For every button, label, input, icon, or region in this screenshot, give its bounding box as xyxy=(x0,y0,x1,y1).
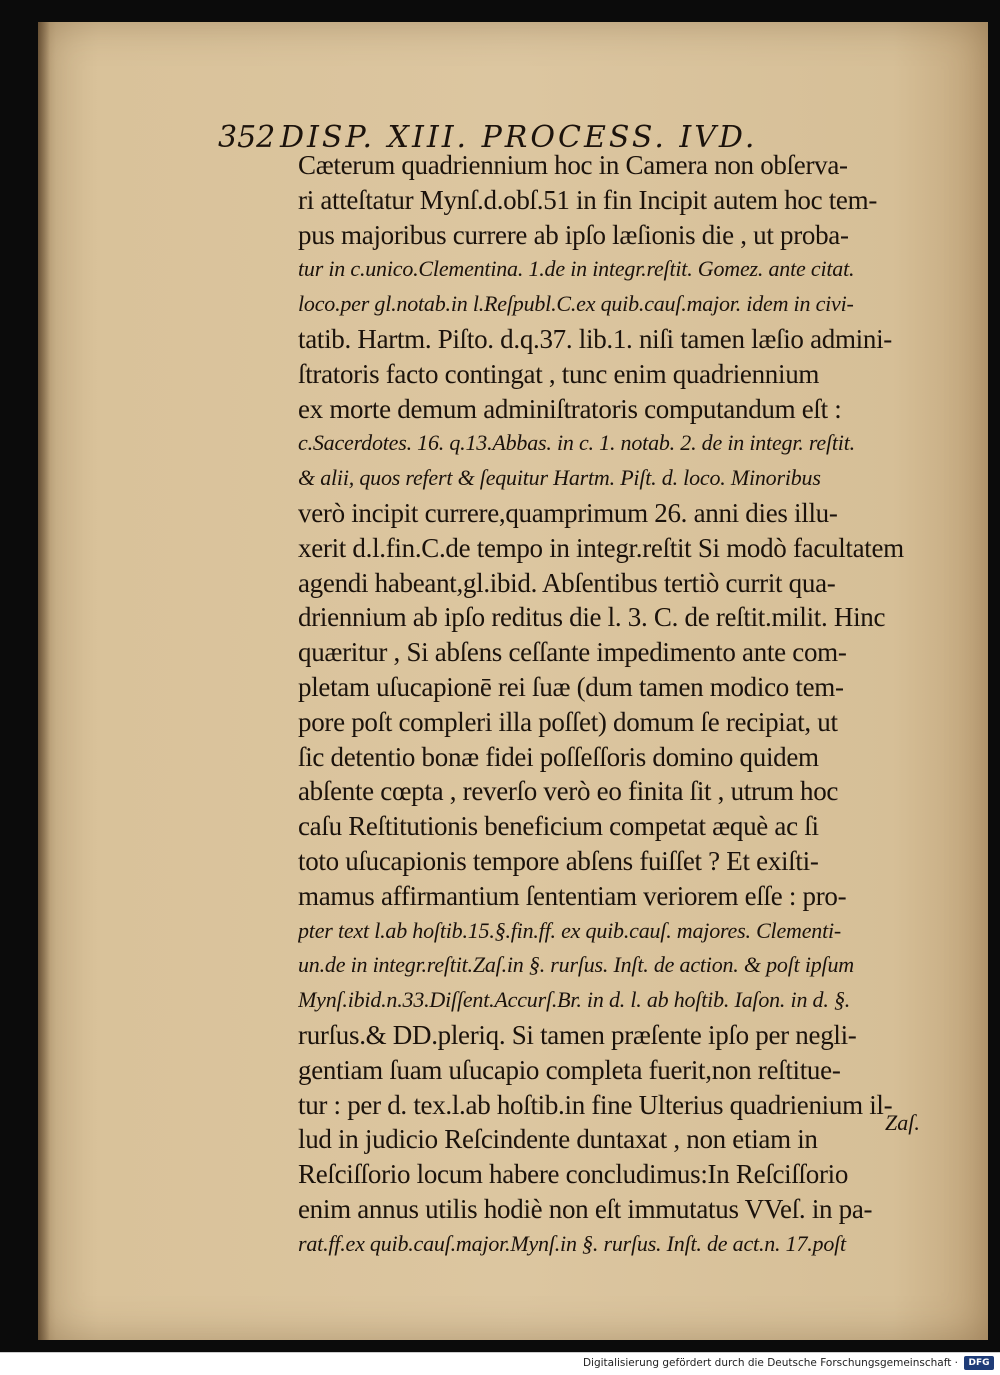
running-head-title: DISP. XIII. PROCESS. IVD. xyxy=(280,120,758,155)
text-line: pus majoribus currere ab ipſo læſionis die , ut proba- xyxy=(298,219,849,250)
text-line: loco.per gl.notab.in l.Reſpubl.C.ex quib.cauſ.major. idem in civi- xyxy=(298,291,854,317)
page-number: 352 xyxy=(218,120,276,155)
text-line: Cæterum quadriennium hoc in Camera non obſerva- xyxy=(298,150,848,180)
text-line: ſtratoris facto contingat , tunc enim quadriennium xyxy=(298,358,820,389)
text-line: mamus affirmantium ſententiam veriorem eſſe : pro- xyxy=(298,880,847,911)
text-line: verò incipit currere,quamprimum 26. anni dies illu- xyxy=(298,497,838,528)
text-line: tur in c.unico.Clementina. 1.de in integr.reſtit. Gomez. ante citat. xyxy=(298,256,855,282)
catchword: Zaſ. xyxy=(885,1110,920,1135)
text-line: rurſus.& DD.pleriq. Si tamen præſente ipſo per negli- xyxy=(298,1019,857,1050)
funding-notice: Digitalisierung gefördert durch die Deutsche Forschungsgemeinschaft · xyxy=(582,1357,958,1369)
text-line: caſu Reſtitutionis beneficium competat æquè ac ſi xyxy=(298,811,819,842)
text-line: enim annus utilis hodiè non eſt immutatus VVeſ. in pa- xyxy=(298,1193,873,1224)
text-line: abſente cœpta , reverſo verò eo finita ſit , utrum hoc xyxy=(298,776,839,807)
text-line: agendi habeant,gl.ibid. Abſentibus tertiò currit qua- xyxy=(298,567,836,598)
text-line: driennium ab ipſo reditus die l. 3. C. de reſtit.milit. Hinc xyxy=(298,602,886,633)
text-line: tur : per d. tex.l.ab hoſtib.in fine Ulterius quadrienium il- xyxy=(298,1089,893,1120)
text-line: rat.ff.ex quib.cauſ.major.Mynſ.in §. rurſus. Inſt. de act.n. 17.poſt xyxy=(298,1230,846,1256)
text-line: ri atteſtatur Mynſ.d.obſ.51 in fin Incipit autem hoc tem- xyxy=(298,184,878,215)
text-line: toto uſucapionis tempore abſens fuiſſet ? Et exiſti- xyxy=(298,845,819,876)
text-line: ſic detentio bonæ fidei poſſeſſoris domino quidem xyxy=(298,741,819,772)
text-line: Reſciſſorio locum habere concludimus:In Reſciſſorio xyxy=(298,1159,849,1190)
footer-bar xyxy=(0,1352,1000,1375)
text-line: & alii, quos refert & ſequitur Hartm. Piſt. d. loco. Minoribus xyxy=(298,465,821,491)
page-body-text xyxy=(298,148,938,1262)
text-line: pore poſt compleri illa poſſet) domum ſe recipiat, ut xyxy=(298,706,838,737)
text-line: lud in judicio Reſcindente duntaxat , non etiam in xyxy=(298,1124,818,1155)
text-line: un.de in integr.reſtit.Zaſ.in §. rurſus. Inſt. de action. & poſt ipſum xyxy=(298,952,854,978)
text-line: ex morte demum adminiſtratoris computandum eſt : xyxy=(298,393,842,424)
text-line: tatib. Hartm. Piſto. d.q.37. lib.1. niſi tamen læſio admini- xyxy=(298,323,892,354)
dfg-logo-icon[interactable]: DFG xyxy=(964,1356,994,1370)
text-line: quæritur , Si abſens ceſſante impedimento ante com- xyxy=(298,637,847,668)
text-line: xerit d.l.fin.C.de tempo in integr.reſtit Si modò facultatem xyxy=(298,532,904,563)
text-line: pletam uſucapionē rei ſuæ (dum tamen modico tem- xyxy=(298,671,844,702)
text-line: Mynſ.ibid.n.33.Diſſent.Accurſ.Br. in d. l. ab hoſtib. Iaſon. in d. §. xyxy=(298,987,851,1013)
text-line: c.Sacerdotes. 16. q.13.Abbas. in c. 1. notab. 2. de in integr. reſtit. xyxy=(298,430,855,456)
text-line: gentiam ſuam uſucapio completa fuerit,non reſtitue- xyxy=(298,1054,841,1085)
text-line: pter text l.ab hoſtib.15.§.fin.ff. ex quib.cauſ. majores. Clementi- xyxy=(298,917,842,943)
